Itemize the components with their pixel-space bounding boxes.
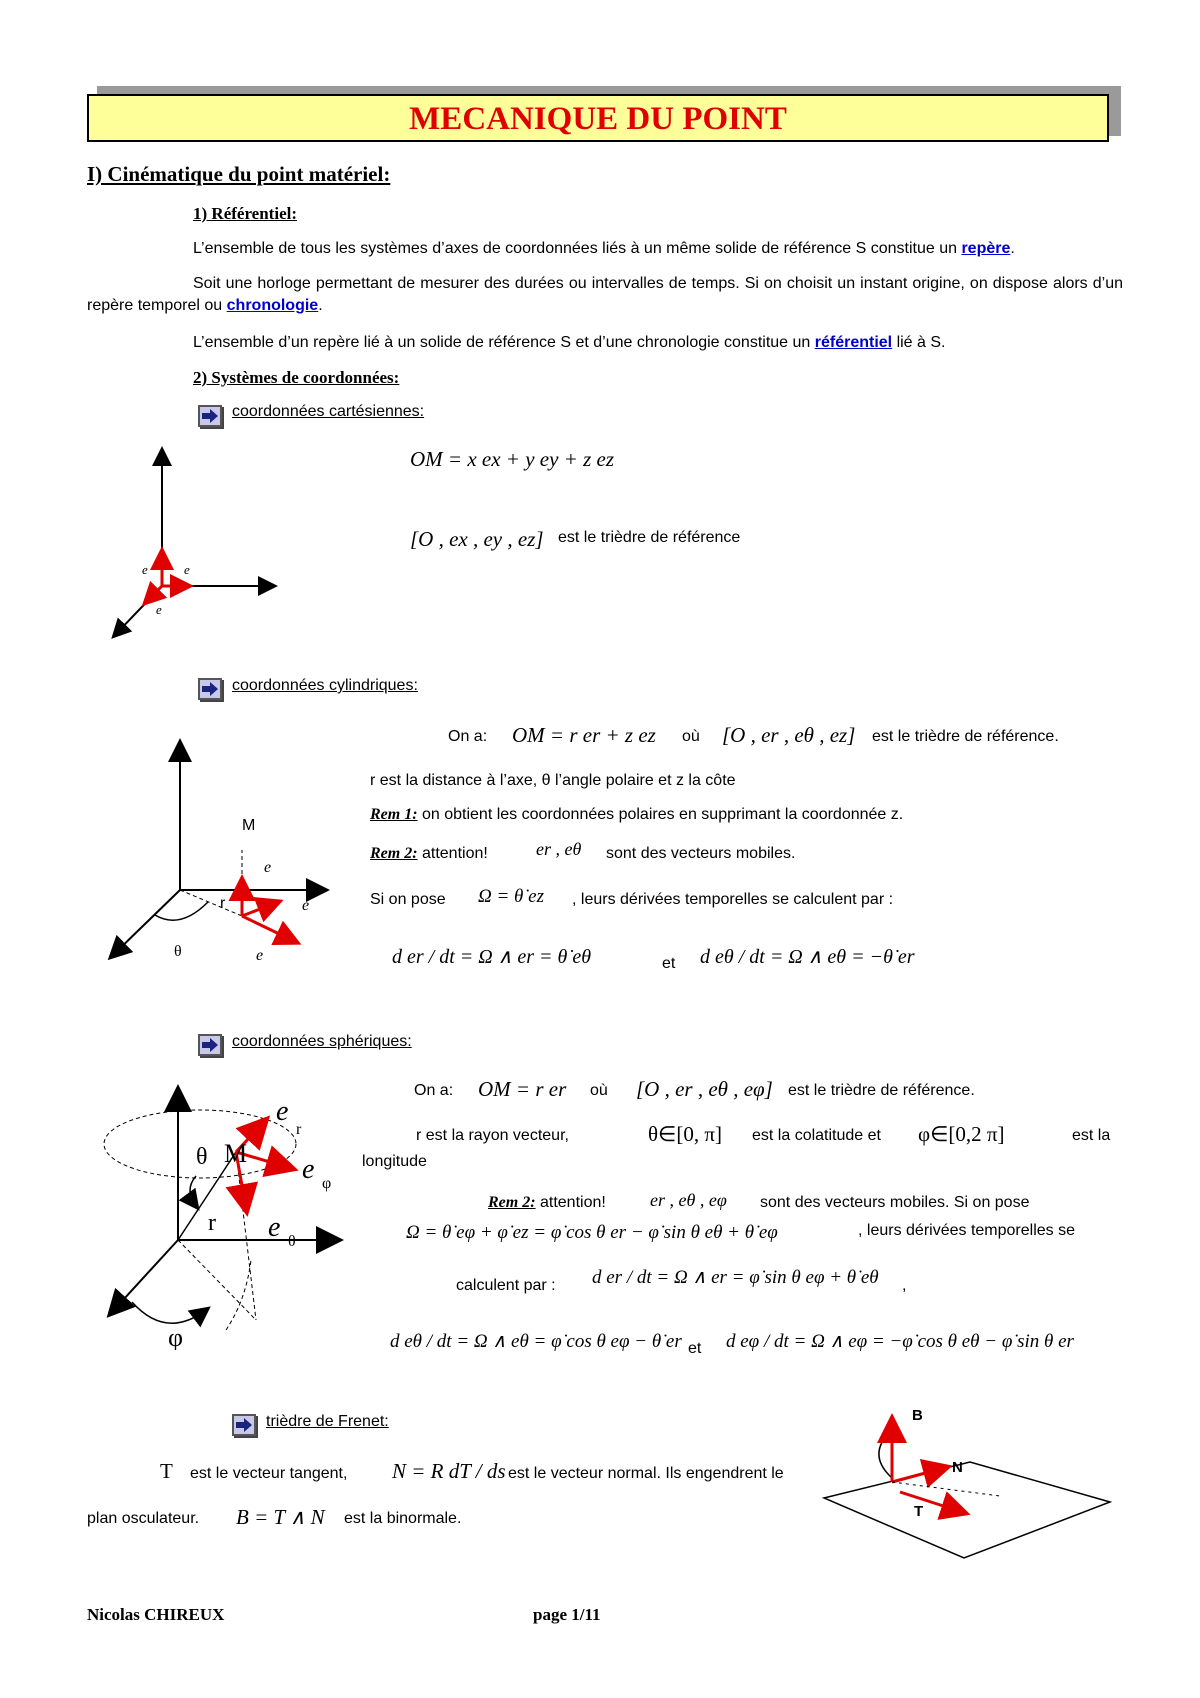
spherical-theta-range: θ∈[0, π] — [648, 1122, 722, 1146]
spherical-triedre-text: est le trièdre de référence. — [788, 1082, 975, 1099]
fig-label-M: M — [224, 1139, 248, 1168]
title-banner — [87, 94, 1109, 142]
equation-cylindrical-deriv-etheta: d eθ / dt = Ω ∧ eθ = −θ̇ er — [700, 946, 915, 968]
subsection-heading-systemes: 2) Systèmes de coordonnées: — [193, 368, 400, 387]
paragraph-text: L’ensemble de tous les systèmes d’axes de coordonnées liés à un même solide de référence S constitue un — [193, 240, 962, 257]
svg-text:e: e — [264, 859, 272, 876]
right-arrow-icon — [202, 682, 218, 696]
arrow-button-frenet[interactable] — [232, 1414, 256, 1436]
footer-page-number: page 1/11 — [533, 1605, 601, 1624]
equation-spherical-deriv-etheta: d eθ / dt = Ω ∧ eθ = φ̇ cos θ eφ − θ̇ er — [390, 1331, 682, 1352]
paragraph-text: Soit une horloge permettant de mesurer des durées ou intervalles de temps. Si on choisit un instant origine, on dispose alors d’un repère temporel ou — [87, 275, 1123, 314]
paragraph-text: lié à S. — [892, 334, 946, 351]
fig-label-M: M — [242, 817, 256, 834]
spherical-rem2 — [488, 1194, 606, 1212]
rem-label: Rem 2: — [488, 1194, 536, 1211]
rem-text: attention! — [417, 845, 488, 862]
fig-label-theta: θ — [196, 1144, 208, 1170]
cylindrical-et: et — [662, 955, 676, 972]
fig-label-er: e — [276, 1096, 289, 1127]
arrow-button-cylindrical[interactable] — [198, 678, 222, 700]
fig-label-ephi: e — [302, 1154, 315, 1185]
page-title: MECANIQUE DU POINT — [409, 101, 787, 137]
link-repere[interactable]: repère — [961, 240, 1011, 257]
equation-spherical-om: OM = r er — [478, 1077, 567, 1101]
cylindrical-figure — [100, 730, 340, 970]
frenet-figure — [820, 1400, 1120, 1580]
subsection-label-cartesian: coordonnées cartésiennes: — [232, 403, 425, 420]
equation-frenet-binormal: B = T ∧ N — [236, 1505, 325, 1529]
cylindrical-rem2-after: sont des vecteurs mobiles. — [606, 845, 796, 862]
rem-text: attention! — [535, 1194, 606, 1211]
spherical-omega-after: , leurs dérivées temporelles se — [858, 1222, 1075, 1239]
spherical-et: et — [688, 1340, 702, 1357]
fig-label-r: r — [208, 1210, 216, 1236]
spherical-ou: où — [590, 1082, 608, 1099]
equation-spherical-omega: Ω = θ̇ eφ + φ̇ ez = φ̇ cos θ er − φ̇ sin θ eθ + θ̇ eφ — [406, 1222, 778, 1243]
fig-label-etheta: e — [268, 1212, 281, 1243]
equation-cylindrical-omega: Ω = θ̇ ez — [478, 886, 544, 907]
fig-label-r: r — [220, 895, 226, 912]
link-referentiel[interactable]: référentiel — [814, 334, 893, 351]
paragraph-text: . — [318, 297, 323, 314]
spherical-desc3: est la — [1072, 1127, 1111, 1144]
cylindrical-pose-text: Si on pose — [370, 891, 446, 908]
fig-label-er-sub: r — [296, 1121, 302, 1138]
cylindrical-rem2 — [370, 845, 488, 863]
spherical-calc-text: calculent par : — [456, 1277, 556, 1294]
paragraph-chronologie — [87, 273, 1123, 317]
frenet-t-vector: T — [160, 1459, 173, 1483]
cylindrical-description: r est la distance à l’axe, θ l’angle polaire et z la côte — [370, 772, 736, 789]
frenet-n-text: est le vecteur normal. Ils engendrent le — [508, 1465, 784, 1482]
spherical-desc4: longitude — [362, 1153, 427, 1170]
spherical-rem2-after: sont des vecteurs mobiles. Si on pose — [760, 1194, 1030, 1211]
spherical-comma: , — [902, 1277, 907, 1294]
cylindrical-pose-after: , leurs dérivées temporelles se calculent par : — [572, 891, 894, 908]
svg-text:e: e — [256, 947, 264, 964]
rem-label: Rem 2: — [370, 845, 418, 862]
equation-cylindrical-om: OM = r er + z ez — [512, 723, 656, 747]
fig-label-ephi-sub: φ — [322, 1175, 332, 1192]
right-arrow-icon — [202, 1038, 218, 1052]
spherical-desc2: est la colatitude et — [752, 1127, 881, 1144]
svg-text:e: e — [302, 897, 310, 914]
cylindrical-triedre-text: est le trièdre de référence. — [872, 728, 1059, 745]
link-chronologie[interactable]: chronologie — [226, 297, 319, 314]
equation-frenet-normal: N = R dT / ds — [392, 1459, 506, 1483]
equation-cartesian-om: OM = x ex + y ey + z ez — [410, 447, 615, 471]
equation-cylindrical-deriv-er: d er / dt = Ω ∧ er = θ̇ eθ — [392, 946, 592, 968]
equation-spherical-deriv-ephi: d eφ / dt = Ω ∧ eφ = −φ̇ cos θ eθ − φ̇ sin θ er — [726, 1331, 1074, 1352]
equation-cylindrical-triedre: [O , er , eθ , ez] — [722, 723, 856, 747]
svg-text:e: e — [142, 562, 148, 577]
svg-text:e: e — [156, 602, 162, 617]
right-arrow-icon — [236, 1418, 252, 1432]
spherical-figure — [96, 1080, 356, 1350]
subsection-label-frenet: trièdre de Frenet: — [266, 1413, 389, 1430]
frenet-t-text: est le vecteur tangent, — [190, 1465, 348, 1482]
cylindrical-rem2-vectors: er , eθ — [536, 839, 582, 859]
cartesian-triedre-text: est le trièdre de référence — [558, 529, 741, 546]
cylindrical-ou: où — [682, 728, 700, 745]
spherical-desc1: r est la rayon vecteur, — [416, 1127, 569, 1144]
right-arrow-icon — [202, 409, 218, 423]
paragraph-repere — [193, 238, 1123, 260]
fig-label-B: B — [912, 1407, 923, 1424]
cylindrical-rem1 — [370, 806, 903, 824]
paragraph-text: L’ensemble d’un repère lié à un solide de référence S et d’une chronologie constitue un — [193, 334, 815, 351]
paragraph-text: . — [1010, 240, 1015, 257]
fig-label-N: N — [952, 1459, 963, 1476]
spherical-rem2-vectors: er , eθ , eφ — [650, 1190, 727, 1210]
fig-label-theta: θ — [174, 943, 182, 960]
arrow-button-cartesian[interactable] — [198, 405, 222, 427]
spherical-on-a: On a: — [414, 1082, 454, 1099]
equation-spherical-triedre: [O , er , eθ , eφ] — [636, 1077, 773, 1101]
equation-spherical-deriv-er: d er / dt = Ω ∧ er = φ̇ sin θ eφ + θ̇ eθ — [592, 1267, 879, 1288]
arrow-button-spherical[interactable] — [198, 1034, 222, 1056]
fig-label-etheta-sub: θ — [288, 1233, 296, 1250]
subsection-label-cylindrical: coordonnées cylindriques: — [232, 677, 418, 694]
section-heading: I) Cinématique du point matériel: — [87, 162, 391, 186]
fig-label-phi: φ — [168, 1323, 184, 1350]
fig-label-T: T — [914, 1503, 924, 1520]
paragraph-referentiel — [193, 332, 1123, 354]
spherical-phi-range: φ∈[0,2 π] — [918, 1122, 1005, 1146]
footer-author: Nicolas CHIREUX — [87, 1605, 225, 1624]
frenet-b-text: est la binormale. — [344, 1510, 462, 1527]
subsection-heading-referentiel: 1) Référentiel: — [193, 204, 297, 223]
frenet-plan-text: plan osculateur. — [87, 1510, 200, 1527]
svg-text:e: e — [184, 562, 190, 577]
cartesian-axes-figure — [100, 440, 290, 650]
cylindrical-on-a: On a: — [448, 728, 488, 745]
rem-text: on obtient les coordonnées polaires en supprimant la coordonnée z. — [417, 806, 904, 823]
subsection-label-spherical: coordonnées sphériques: — [232, 1033, 412, 1050]
equation-cartesian-triedre: [O , ex , ey , ez] — [410, 527, 544, 551]
rem-label: Rem 1: — [370, 806, 418, 823]
